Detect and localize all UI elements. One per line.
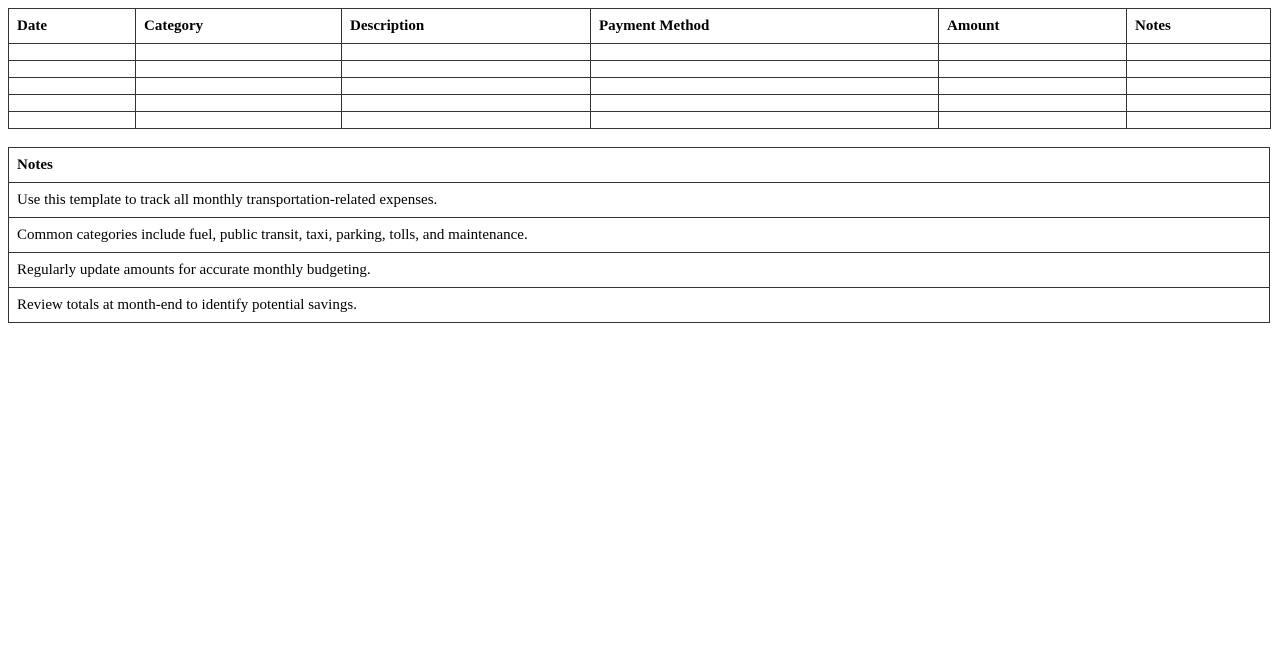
cell-payment-method[interactable] [591,95,939,112]
cell-date[interactable] [9,61,136,78]
table-row [9,61,1271,78]
note-item: Use this template to track all monthly transportation-related expenses. [9,183,1270,218]
cell-description[interactable] [342,112,591,129]
cell-description[interactable] [342,95,591,112]
cell-amount[interactable] [939,61,1127,78]
cell-date[interactable] [9,112,136,129]
cell-amount[interactable] [939,78,1127,95]
cell-category[interactable] [136,61,342,78]
notes-row [9,253,1270,288]
cell-payment-method[interactable] [591,44,939,61]
column-header-amount: Amount [939,9,1127,44]
cell-amount[interactable] [939,112,1127,129]
cell-payment-method[interactable] [591,61,939,78]
cell-amount[interactable] [939,95,1127,112]
note-item: Common categories include fuel, public transit, taxi, parking, tolls, and maintenance. [9,218,1270,253]
column-header-notes: Notes [1127,9,1271,44]
cell-description[interactable] [342,44,591,61]
cell-description[interactable] [342,61,591,78]
column-header-category: Category [136,9,342,44]
cell-date[interactable] [9,78,136,95]
note-item: Review totals at month-end to identify potential savings. [9,288,1270,323]
notes-header-row [9,148,1270,183]
table-row [9,44,1271,61]
cell-notes[interactable] [1127,112,1271,129]
table-row [9,112,1271,129]
cell-payment-method[interactable] [591,112,939,129]
notes-table [8,147,1270,323]
cell-notes[interactable] [1127,95,1271,112]
document-body [8,8,1270,323]
expense-header-row [9,9,1271,44]
cell-notes[interactable] [1127,44,1271,61]
cell-notes[interactable] [1127,61,1271,78]
cell-payment-method[interactable] [591,78,939,95]
column-header-payment-method: Payment Method [591,9,939,44]
expense-table [8,8,1271,129]
column-header-description: Description [342,9,591,44]
cell-description[interactable] [342,78,591,95]
table-row [9,95,1271,112]
notes-header: Notes [9,148,1270,183]
cell-category[interactable] [136,78,342,95]
cell-category[interactable] [136,112,342,129]
column-header-date: Date [9,9,136,44]
notes-row [9,288,1270,323]
cell-notes[interactable] [1127,78,1271,95]
notes-row [9,218,1270,253]
cell-category[interactable] [136,44,342,61]
cell-date[interactable] [9,95,136,112]
notes-row [9,183,1270,218]
note-item: Regularly update amounts for accurate monthly budgeting. [9,253,1270,288]
table-row [9,78,1271,95]
cell-category[interactable] [136,95,342,112]
cell-amount[interactable] [939,44,1127,61]
cell-date[interactable] [9,44,136,61]
